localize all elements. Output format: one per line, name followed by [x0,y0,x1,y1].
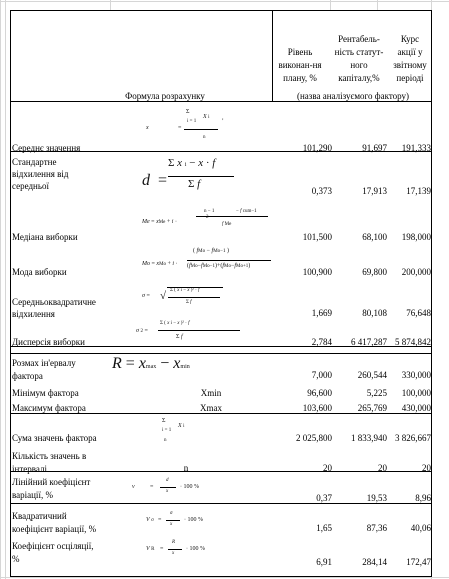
row-label [12,510,96,536]
value-level: 101,290 [302,143,332,153]
value-profit: 6 417,287 [351,337,387,347]
header-rate-line: звітному [393,60,427,70]
row-label-line: Стандартне [12,157,57,167]
value-profit: 260,544 [357,370,387,380]
value-profit: 5,225 [366,388,387,398]
value-rate: 8,96 [415,493,431,503]
value-rate: 200,000 [401,267,431,277]
value-rate: 5 874,842 [395,337,431,347]
header-rate-line: акції у [397,47,423,57]
value-level: 1,669 [311,308,332,318]
row-label-line: інтервалі [12,464,47,474]
row-label [12,540,94,566]
row-label-line: Коефіцієнт осціляції, [12,541,94,551]
row-label-line: відхилення [12,309,55,319]
header-profit-line: Рентабель- [338,34,380,44]
value-rate: 76,648 [406,308,431,318]
row-label-line: відхилення від [12,169,69,179]
formula-text: n [183,463,189,473]
value-level: 0,37 [316,493,332,503]
value-level: 100,900 [302,267,332,277]
row-label [12,476,90,502]
header-profit-line: ного [350,60,368,70]
value-profit: 68,100 [362,232,387,242]
value-profit: 69,800 [362,267,387,277]
row-label-line: Квадратичний [12,511,67,521]
row-label-line: % [12,554,20,564]
value-rate: 191,333 [401,143,431,153]
header-rate-line: періоді [396,73,424,83]
header-profit-line: ність статут- [334,47,384,57]
value-level: 6,91 [316,557,332,567]
row-label [12,450,86,476]
row-label: Середнє значення [12,143,81,153]
row-label [12,296,96,320]
formula-caption: Формула розрахунку [125,91,205,101]
value-level: 0,373 [311,186,332,196]
header-profit-line: капіталу,% [338,73,380,83]
value-profit: 20 [378,463,387,473]
value-profit: 87,36 [366,523,387,533]
formula-text: Xmax [200,403,222,413]
row-label [12,156,68,192]
value-rate: 198,000 [401,232,431,242]
factor-caption: (назва аналізуємого фактору) [296,91,410,101]
header-level [276,46,324,85]
header-rate [390,33,430,85]
row-label-line: коефіцієнт варіації, % [12,524,97,534]
value-level: 2 025,800 [296,433,332,443]
header-level-line: плану, % [283,73,317,83]
value-level: 1,65 [316,523,332,533]
value-profit: 284,14 [362,557,387,567]
row-label: Медіана виборки [12,232,78,242]
spreadsheet-sheet: Рівень виконан-ня плану, % Рентабель- ність статут- ного капіталу,% Курс акції у звітному періоді Формула розрахунку (назва аналізуємого фактору) Середнє значення 101,290 91,697 191,333 Σ i = 1 X i , x = n Стандартне відхилення від середньої 0,373 17,913 17,139 d = Σ x i − x · f Σ f Медіана виборки 101,500 68,100 198,000 Me = xMe + i · n − 1 − f cum−1 2 f Me Мода виборки 100,900 69,800 200,000 Mo = xMo + i · ( fMo − fMo−1 ) (fMo−fMo−1)+(fMo−fMo+1) Середньоквадратичне відхилення 1,669 80,108 76,648 σ = √ Σ ( x i − x )² · f Σ f Дисперсія виборки 2,784 6 417,287 5 874,842 σ 2 = Σ ( x i − x )² · f Σ f Розмах ін'ервалу фактора 7,000 260,544 330,000 R = xmax − xmin Мінімум фактора Xmin 96,600 5,225 100,000 Максимум фактора Xmax 103,600 265,769 430,000 Сума значень фактора 2 025,800 1 833,940 3 826,667 Σ i = 1 X i n Кількість значень в інтервалі n 20 20 20 Лінійний коефіцієнт варіації, % 0,37 19,53 8,96 v = d x · 100 % Квадратичний коефіцієнт варіації, % 1,65 87,36 40,06 V σ = σ x · 100 % Коефіцієнт осціляції, % 6,91 284,14 172,47 V R = R x · 100 % [0,0,449,579]
value-profit: 17,913 [362,186,387,196]
row-label: Сума значень фактора [12,433,97,443]
value-rate: 330,000 [401,370,431,380]
header-level-line: виконан-ня [278,60,322,70]
row-label-line: Розмах ін'ервалу [12,358,76,368]
row-label: Дисперсія виборки [12,337,85,347]
value-rate: 20 [422,463,431,473]
value-level: 2,784 [311,337,332,347]
formula-text: Xmin [200,388,222,398]
row-label-line: Лінійний коефіцієнт [12,477,91,487]
value-level: 20 [323,463,332,473]
value-rate: 17,139 [406,186,431,196]
value-profit: 91,697 [362,143,387,153]
row-label-line: Середньоквадратичне [12,297,96,307]
header-profit [330,33,388,85]
row-label-line: варіації, % [12,490,53,500]
row-label [12,357,76,383]
header-level-line: Рівень [287,47,313,57]
value-rate: 172,47 [406,557,431,567]
value-rate: 430,000 [401,403,431,413]
value-profit: 19,53 [366,493,387,503]
row-label: Максимум фактора [12,403,86,413]
value-level: 7,000 [311,370,332,380]
value-profit: 1 833,940 [351,433,387,443]
value-rate: 100,000 [401,388,431,398]
value-rate: 3 826,667 [395,433,431,443]
value-level: 103,600 [302,403,332,413]
row-label-line: фактора [12,371,43,381]
row-label: Мода виборки [12,267,67,277]
value-level: 96,600 [307,388,332,398]
row-label-line: середньої [12,181,49,191]
value-profit: 80,108 [362,308,387,318]
header-rate-line: Курс [400,34,420,44]
row-label-line: Кількість значень в [12,451,87,461]
value-level: 101,500 [302,232,332,242]
value-rate: 40,06 [410,523,431,533]
row-label: Мінімум фактора [12,388,79,398]
value-profit: 265,769 [357,403,387,413]
